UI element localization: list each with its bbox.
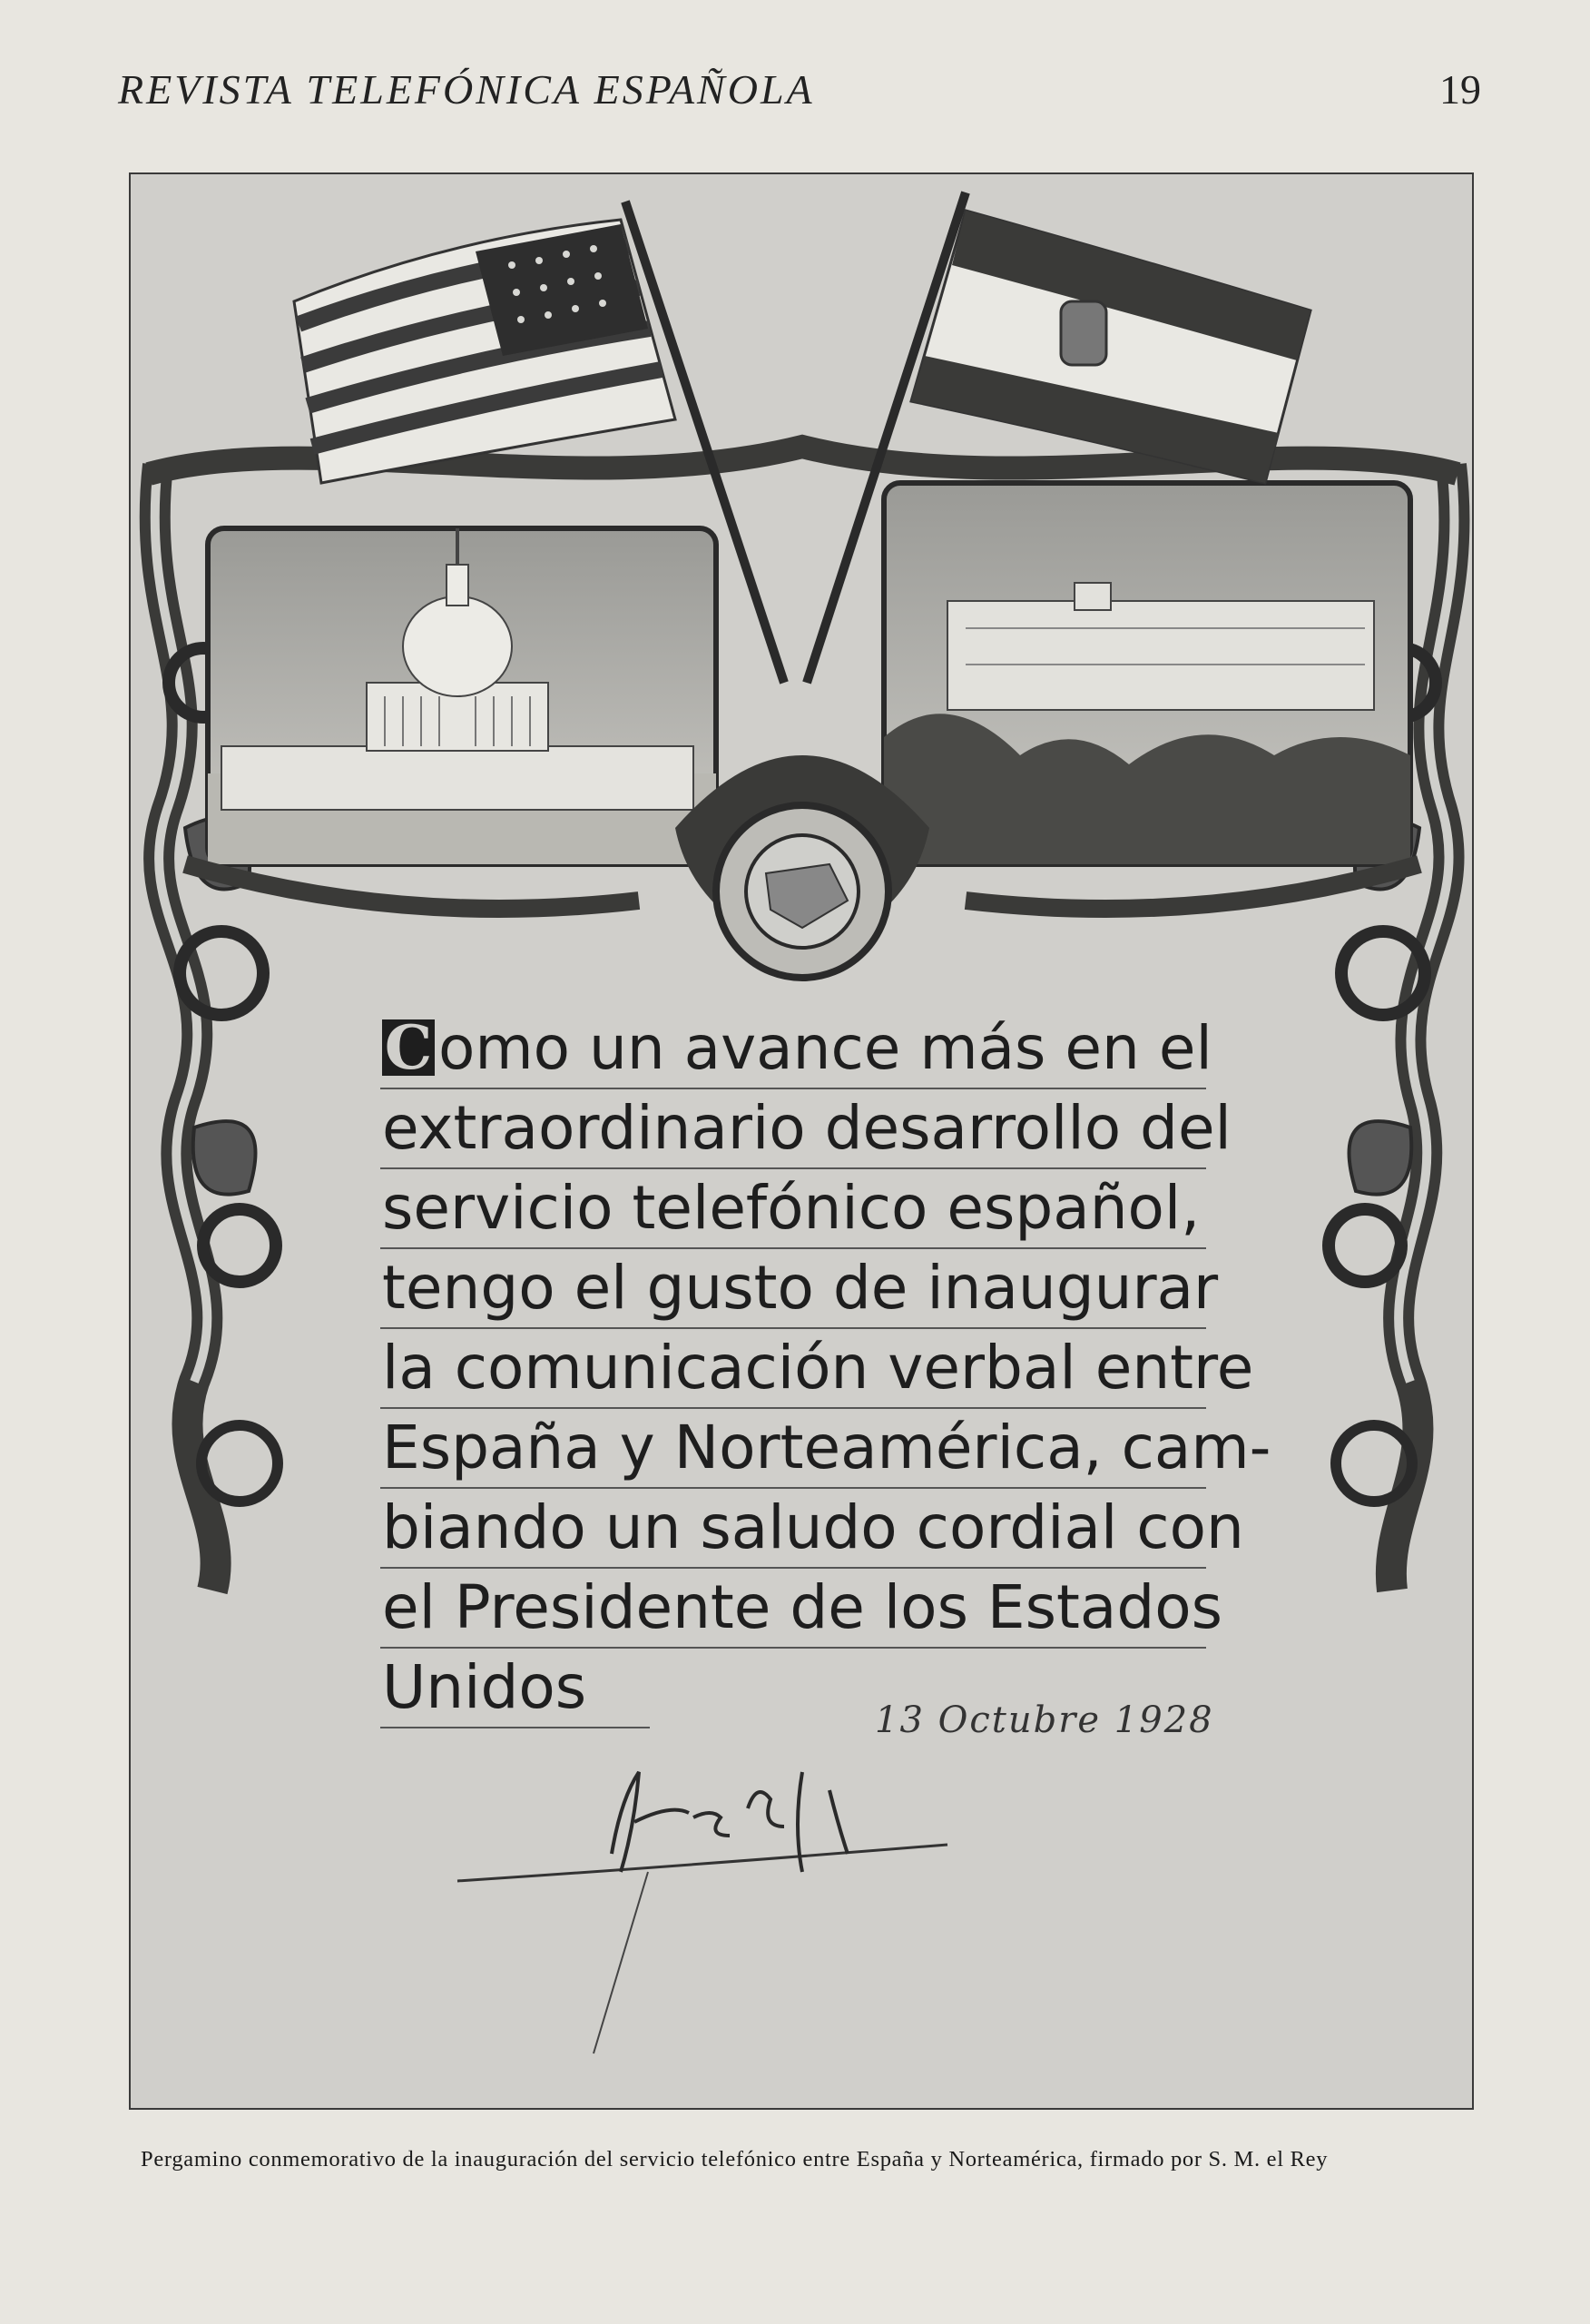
proclamation-text	[380, 1009, 1271, 1728]
proclamation-line: España y Norteamérica, cam-	[380, 1409, 1206, 1489]
page-number: 19	[1439, 66, 1481, 113]
proclamation-line: Unidos	[380, 1649, 650, 1728]
coat-of-arms-icon	[1061, 301, 1106, 365]
parchment-plate	[129, 172, 1474, 2110]
capitol-picture	[208, 528, 716, 864]
signing-date: 13 Octubre 1928	[875, 1699, 1214, 1741]
figure-caption: Pergamino conmemorativo de la inauguración del servicio telefónico entre España y Norteamérica, firmado por S. M. el Rey	[141, 2147, 1329, 2171]
page-header	[118, 65, 1481, 120]
proclamation-line: tengo el gusto de inaugurar	[380, 1249, 1206, 1329]
spain-flag	[911, 211, 1310, 483]
royal-palace-picture	[884, 483, 1410, 864]
proclamation-line: el Presidente de los Estados	[380, 1569, 1206, 1649]
proclamation-line: biando un saludo cordial con	[380, 1489, 1206, 1569]
running-title: REVISTA TELEFÓNICA ESPAÑOLA	[118, 66, 815, 113]
us-flag	[294, 220, 675, 483]
illuminated-initial: C	[382, 1019, 435, 1076]
royal-signature	[439, 1754, 1002, 2063]
proclamation-line: extraordinario desarrollo del	[380, 1089, 1206, 1169]
proclamation-line: C omo un avance más en el	[380, 1009, 1206, 1089]
proclamation-line: la comunicación verbal entre	[380, 1329, 1206, 1409]
proclamation-line: servicio telefónico español,	[380, 1169, 1206, 1249]
